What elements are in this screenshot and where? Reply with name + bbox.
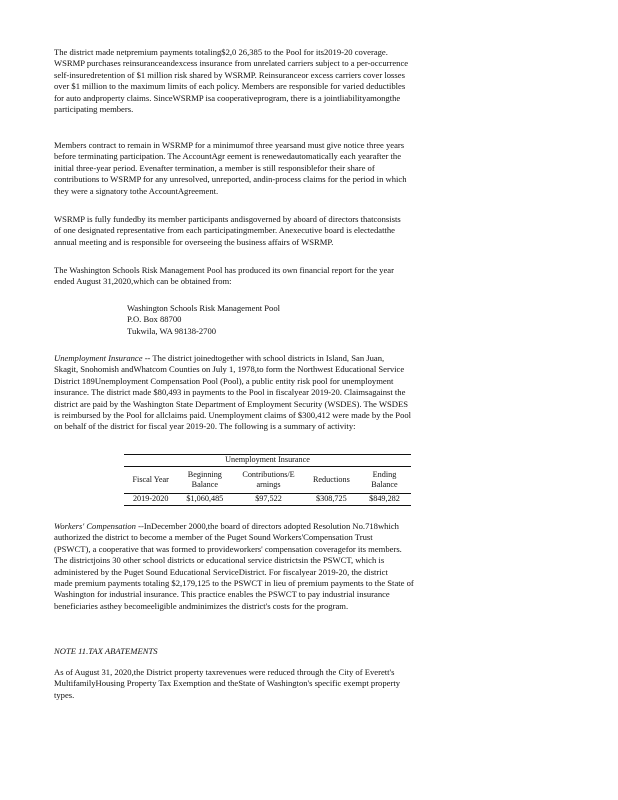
text-line	[54, 353, 549, 364]
text-line: participating members.	[54, 104, 134, 115]
text-line: they were a signatory tothe AccountAgreement.	[54, 185, 219, 196]
text-line: The district made netpremium payments totaling$2,0 26,385 to the Pool for its2019-20 coverage.	[54, 47, 388, 57]
text-line: Members contract to remain in WSRMP for a minimumof three yearsand must give notice three years	[54, 140, 405, 150]
text-line	[54, 521, 549, 532]
address-line: Tukwila, WA 98138-2700	[127, 325, 217, 336]
table-cell: $1,060,485	[177, 494, 232, 506]
table-cell: $308,725	[305, 494, 358, 506]
section-lead: Unemployment Insurance	[54, 353, 143, 363]
text-line: As of August 31, 2020,the District property taxrevenues were reduced through the City of Everett's	[54, 667, 395, 677]
text-line: for auto andproperty claims. SinceWSRMP isa cooperativeprogram, there is a jointliabilityamongthe	[54, 92, 401, 103]
text-line: ended August 31,2020,which can be obtained from:	[54, 276, 232, 287]
text-line: before terminating participation. The AccountAgr eement is renewedautomatically each yearafter the	[54, 151, 402, 162]
text-line: of one designated representative from each participatingmember. Anexecutive board is electedatthe	[54, 225, 395, 236]
column-header: Reductions	[305, 467, 358, 494]
unemployment-insurance-paragraph	[54, 353, 549, 433]
text-line: Skagit, Snohomish andWhatcom Counties on July 1, 1978,to form the Northwest Educational Service	[54, 364, 405, 375]
table-title: Unemployment Insurance	[124, 455, 411, 467]
table-cell: 2019-2020	[124, 494, 177, 506]
workers-compensation-paragraph	[54, 521, 549, 612]
note-11-heading: NOTE 11.TAX ABATEMENTS	[54, 646, 158, 656]
text-line: over $1 million to the maximum limits of each policy. Members are responsible for varied deductibles	[54, 81, 406, 92]
text-fragment: -- The district joinedtogether with school districts in Island, San Juan,	[142, 353, 385, 363]
column-header: Fiscal Year	[124, 467, 177, 494]
address-line: Washington Schools Risk Management Pool	[127, 303, 281, 313]
financial-report-paragraph	[54, 265, 549, 288]
text-line: annual meeting and is responsible for overseeing the business affairs of WSRMP.	[54, 236, 334, 247]
text-line: WSRMP is fully fundedby its member participants andisgoverned by aboard of directors thatconsists	[54, 214, 401, 224]
text-line: beneficiaries asthey becomeeligible andminimizes the district's costs for the program.	[54, 600, 349, 611]
table-cell: $849,282	[358, 494, 411, 506]
text-line: district are paid by the Washington State Department of Employment Security (WSDES). The WSDES	[54, 398, 408, 409]
table-row	[124, 494, 411, 506]
text-line: contributions to WSRMP for any unresolved, unreported, andin-process claims for the period in which	[54, 174, 407, 185]
text-line: initial three-year period. Evenafter termination, a member is still responsiblefor their share of	[54, 162, 375, 173]
section-lead: Workers' Compensation	[54, 521, 136, 531]
address-line: P.O. Box 88700	[127, 314, 182, 325]
text-line: (PSWCT), a cooperative that was formed to provideworkers' compensation coveragefor its members.	[54, 543, 402, 554]
pool-address	[127, 303, 427, 337]
column-header: Ending Balance	[358, 467, 411, 494]
tax-abatements-paragraph	[54, 667, 549, 701]
text-line: District 189Unemployment Compensation Pool (Pool), a public entity risk pool for unemployment	[54, 375, 394, 386]
text-line: The districtjoins 30 other school districts or educational service districtsin the PSWCT, which is	[54, 555, 385, 566]
text-line: WSRMP purchases reinsuranceandexcess insurance from unrelated carriers subject to a per-occurrence	[54, 58, 409, 69]
text-line: types.	[54, 689, 75, 700]
text-line: self-insuredretention of $1 million risk shared by WSRMP. Reinsuranceor excess carriers cover losses	[54, 69, 405, 80]
text-line: is reimbursed by the Pool for allclaims paid. Unemployment claims of $300,412 were made by the Pool	[54, 410, 412, 421]
text-line: Washington for industrial insurance. This practice enables the PSWCT to pay industrial insurance	[54, 589, 390, 600]
unemployment-insurance-table	[124, 454, 411, 506]
membership-terms-paragraph	[54, 140, 549, 197]
text-line: insurance. The district made $80,493 in payments to the Pool in fiscalyear 2019-20. Claimsagainst the	[54, 387, 406, 398]
text-line: administered by the Puget Sound Educational ServiceDistrict. For fiscalyear 2019-20, the district	[54, 566, 388, 577]
text-fragment: --InDecember 2000,the board of directors adopted Resolution No.718which	[135, 521, 399, 531]
text-line: authorized the district to become a member of the Puget Sound Workers'Compensation Trust	[54, 532, 373, 543]
column-header: Beginning Balance	[177, 467, 232, 494]
text-line: The Washington Schools Risk Management Pool has produced its own financial report for the year	[54, 265, 394, 275]
text-line: made premium payments totaling $2,179,125 to the PSWCT in lieu of premium payments to the State of	[54, 578, 414, 589]
text-line: MultifamilyHousing Property Tax Exemption and theState of Washington's specific exempt property	[54, 678, 401, 689]
table-cell: $97,522	[232, 494, 304, 506]
text-line: on behalf of the district for fiscal year 2019-20. The following is a summary of activity:	[54, 421, 356, 432]
governance-paragraph	[54, 214, 549, 248]
column-header: Contributions/E arnings	[232, 467, 304, 494]
wsrmp-coverage-paragraph	[54, 47, 549, 115]
